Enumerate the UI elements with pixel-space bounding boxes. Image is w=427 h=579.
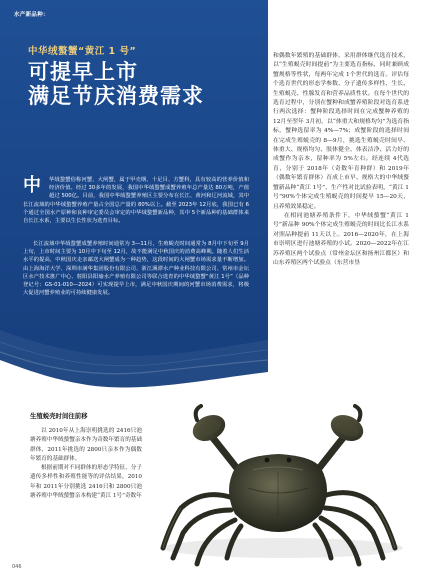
intro-paragraph-1-text: 华绒螯蟹俗称河蟹、大闸蟹，属于甲壳纲、十足目、方蟹科，具有较高的营养价值和经济价值。经过 30多年的发展，我国中华绒螯蟹成蟹养殖年总产量达 80万吨，产值超过 500亿。目前，我国中华绒螯蟹养殖区主要分布在长江、黄河和辽河流域，其中长江流域的中华绒螯蟹养殖产量占全国总产量的 80%以上。截至 2023年 12月底，我国已有 6个通过全国水产原种和良种审定委员会审定的中华绒螯蟹新品种，其中 5个新品种的基础群体来自长江水系，主要以生长性状为选育目标。 xyxy=(23,177,249,225)
right-paragraph-1: 和偶数年繁殖的基础群体，采用群体继代选育技术，以“生殖蜕壳时间提前”为主要选育指标，同时兼顾成蟹规格等性状，每两年完成 1个世代的选育。评估每个选育世代的形态学参数、分子遗传多样性、生长、生殖蜕壳、性腺发育和营养品质性状。在每个世代的选育过程中，分别在蟹种和成蟹养殖阶段对选育系进行两次选择：蟹种阶段选择时间在完成蟹种养殖的 12月至翌年 3月初，以“体重大和规格均匀”为选育指标，蟹种选留率为 4%—7%；成蟹阶段的选择时间在完成生殖蜕壳的 8—9月，挑选生殖蜕壳时间早、体重大、规格均匀、肢体健全、体表洁净、活力好的成蟹作为亲本，留种率为 5%左右。经连续 4代选育，分别于 2018年（奇数年育种群）和 2019年（偶数年繁育群体）育成上市早、规格大的中华绒螯蟹新品种“黄江 1号”，生产性对比试验表明，“黄江 1号”90%个体完成生殖蜕壳的时间提早 15—20天，且养殖效果稳定。 xyxy=(273,53,409,210)
article-title xyxy=(28,60,258,108)
header-panel xyxy=(0,0,268,400)
section-heading: 生殖蜕壳时间往前移 xyxy=(30,412,88,420)
intro-paragraph-2: 长江流域中华绒螯蟹成蟹养殖时间通常为 3—11月，生殖蜕壳时间通常为 8月中下旬至 9月上旬，上市时间主要为 10月中下旬至 12月，故不能满足中秋国庆的消费高峰期。随着人们生活水平的提高，中秋国庆走亲邮送大闸蟹成为一种趋势，这段时间的大闸蟹市场需求量不断增加。由上海海洋大学、深圳市满华集团股份有限公司、浙江溪潭水产种业科技有限公司、常州市金坛区水产技术推广中心、射阳县阳瑜水产养殖有限公司等联合选育的中华绒螯蟹“黄江 1号”（品种登记号：GS-01-010—2024）可实现提早上市，满足中秋国庆期间的河蟹市场消费需求，将极大促进河蟹养殖业的可持续健康发展。 xyxy=(23,241,249,297)
right-column xyxy=(273,52,409,268)
crab-photo xyxy=(143,398,427,568)
section-body xyxy=(30,427,142,501)
section-paragraph-1: 以 2010年从上海崇明挑选的 2416只池塘养殖中华绒螯蟹亲本作为奇数年繁育的基础群体，2011年挑选的 2800只亲本作为偶数年繁育的基础群体。 xyxy=(30,428,142,462)
section-tag: 水产新品种： xyxy=(14,12,49,18)
title-line-1: 可提早上市 xyxy=(28,59,138,84)
page-number: 046 xyxy=(12,564,22,570)
drop-cap: 中 xyxy=(23,175,41,196)
article-subtitle: 中华绒螯蟹“黄江 1 号” xyxy=(28,46,137,57)
right-paragraph-2: 在相同池塘养殖条件下，中华绒螯蟹“黄江 1号”新品种 90%个体完成生殖蜕壳的时间比长江水系对照品种提前 11天以上。2016—2020年，在上海市崇明区进行池塘养殖的小试。2020—2022年在江苏养殖区两个试验点（常州金坛区和扬州江都区）和山东养殖区两个试验点（东营市垦 xyxy=(273,212,409,266)
title-line-2: 满足节庆消费需求 xyxy=(28,83,204,108)
section-paragraph-2: 根据前期对不同群体的形态学特征、分子遗传多样性和养殖性能等的评估结果，2010年和 2011年分别挑选 2416只和 2800只池塘养殖中华绒螯蟹亲本构建“黄江 1号”奇数年 xyxy=(30,465,142,500)
intro-paragraph-1 xyxy=(23,176,249,225)
